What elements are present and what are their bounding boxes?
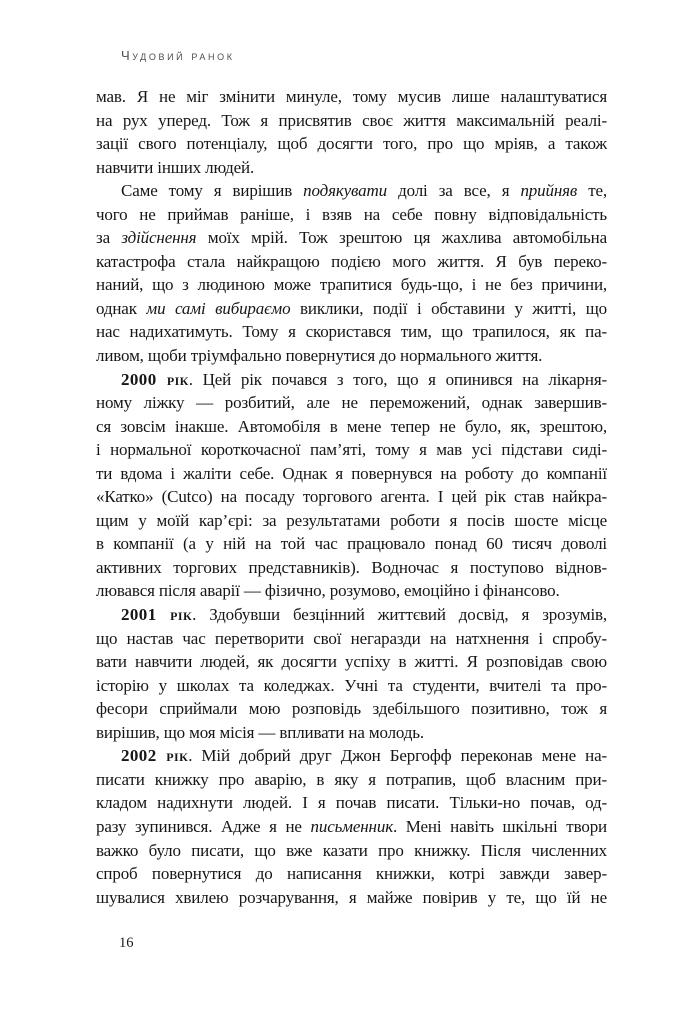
text-line [96,297,607,321]
text-run: вати навчити людей, як досягти успіху в житті. Я розповідав свою [96,652,607,672]
text-line [96,791,607,815]
paragraph [96,368,607,603]
year-label: 2001 рік [121,605,193,625]
italic-text-run: здійснення [121,228,197,248]
text-run: ливом, щоби тріумфально повернутися до нормального життя. [96,346,543,366]
text-run: виклики, події і обставини у житті, що [290,298,607,318]
text-line [96,697,607,721]
text-line [96,886,607,910]
text-line [96,579,607,603]
text-run: навчити інших людей. [96,157,255,177]
paragraph [96,179,607,367]
text-run: писати книжку про аварію, в яку я потрапив, щоб власним при- [96,769,607,789]
text-line [96,627,607,651]
text-run: шувалися хвилею розчарування, я майже повірив у те, що їй не [96,887,607,907]
paragraph [96,603,607,744]
text-line [96,344,607,368]
text-run: ти вдома і жаліти себе. Однак я повернувся на роботу до компанії [96,463,607,483]
text-run: . Мені навіть шкільні твори [393,816,607,836]
text-run: разу зупинився. Адже я не [96,816,311,836]
text-run: спроб повернутися до написання книжки, котрі завжди завер- [96,864,607,884]
text-run: на рух уперед. Тож я присвятив своє життя максимальній реалі- [96,110,607,130]
text-line [96,768,607,792]
year-label: 2002 рік [121,746,189,766]
text-run: зації свого потенціалу, щоб досягти того, про що мріяв, а також [96,134,607,154]
text-run: активних торгових представників). Водночас я поступово віднов- [96,557,607,577]
text-run: мав. Я не міг змінити минуле, тому мусив лише налаштуватися [96,87,607,106]
text-run: в компанії (а у ній на той час працювало понад 60 тисяч доволі [96,534,607,554]
italic-text-run: прийняв [520,181,578,201]
text-run: що настав час перетворити свої негаразди на натхнення і спробу- [96,628,607,648]
text-line [96,744,607,768]
text-line [96,368,607,392]
text-line [96,485,607,509]
text-line [96,674,607,698]
paragraph [96,85,607,179]
text-line [96,179,607,203]
text-run: чого не приймав раніше, і взяв на себе повну відповідальність [96,204,607,224]
text-line [96,556,607,580]
running-header: Чудовий ранок [121,48,235,63]
text-line [96,462,607,486]
italic-text-run: ми самі вибираємо [146,298,291,318]
text-line [96,603,607,627]
paragraph [96,744,607,909]
text-run: катастрофа стала найкращою подією мого життя. Я був переко- [96,251,607,271]
text-run: наний, що з людиною може трапитися будь-що, і не без причини, [96,275,607,295]
text-line [96,203,607,227]
text-line [96,815,607,839]
text-run: кладом надихнути людей. І я почав писати. Тільки-но почав, од- [96,793,607,813]
text-line [96,391,607,415]
text-run: важко було писати, що вже казати про книжку. Після численних [96,840,607,860]
text-line [96,109,607,133]
text-line [96,438,607,462]
italic-text-run: письменник [310,816,393,836]
text-run: лювався після аварії — фізично, розумово, емоційно і фінансово. [96,581,560,601]
text-run: . Здобувши безцінний життєвий досвід, я зрозумів, [192,605,607,625]
text-line [96,132,607,156]
text-line [96,226,607,250]
year-label: 2000 рік [121,369,189,389]
text-run: щим у моїй кар’єрі: за результатами роботи я посів шосте місце [96,510,607,530]
text-run: за [96,228,122,248]
page-body [96,85,607,909]
text-run: моїх мрій. Тож зрештою ця жахлива автомобільна [196,228,607,248]
text-run: Саме тому я вирішив [121,181,304,201]
text-run: і нормальної короткочасної пам’яті, тому я мав усі підстави сиді- [96,440,607,460]
text-line [96,320,607,344]
text-run: вирішив, що моя місія — впливати на молодь. [96,722,424,742]
text-line [96,85,607,109]
page-number: 16 [119,935,134,951]
text-run: нас надихатимуть. Тому я скористався тим, що трапилося, як па- [96,322,607,342]
text-run: те, [577,181,607,201]
text-run: . Цей рік почався з того, що я опинився на лікарня- [188,369,607,389]
italic-text-run: подякувати [303,181,387,201]
text-line [96,650,607,674]
text-run: долі за все, я [386,181,521,201]
text-line [96,509,607,533]
text-line [96,862,607,886]
text-line [96,721,607,745]
text-run: фесори сприймали мою розповідь здебільшого позитивно, тож я [96,699,607,719]
text-run: «Катко» (Cutco) на посаду торгового агента. І цей рік став найкра- [96,487,607,507]
text-line [96,415,607,439]
text-line [96,532,607,556]
text-line [96,156,607,180]
text-run: ся зовсім інакше. Автомобіля в мене тепер не було, як, зрештою, [96,416,607,436]
text-run: ному ліжку — розбитий, але не переможений, однак завершив- [96,393,607,413]
text-line [96,273,607,297]
text-line [96,839,607,863]
text-run: однак [96,298,147,318]
text-line [96,250,607,274]
text-run: історію у школах та коледжах. Учні та студенти, вчителі та про- [96,675,607,695]
text-run: . Мій добрий друг Джон Бергофф переконав мене на- [188,746,607,766]
